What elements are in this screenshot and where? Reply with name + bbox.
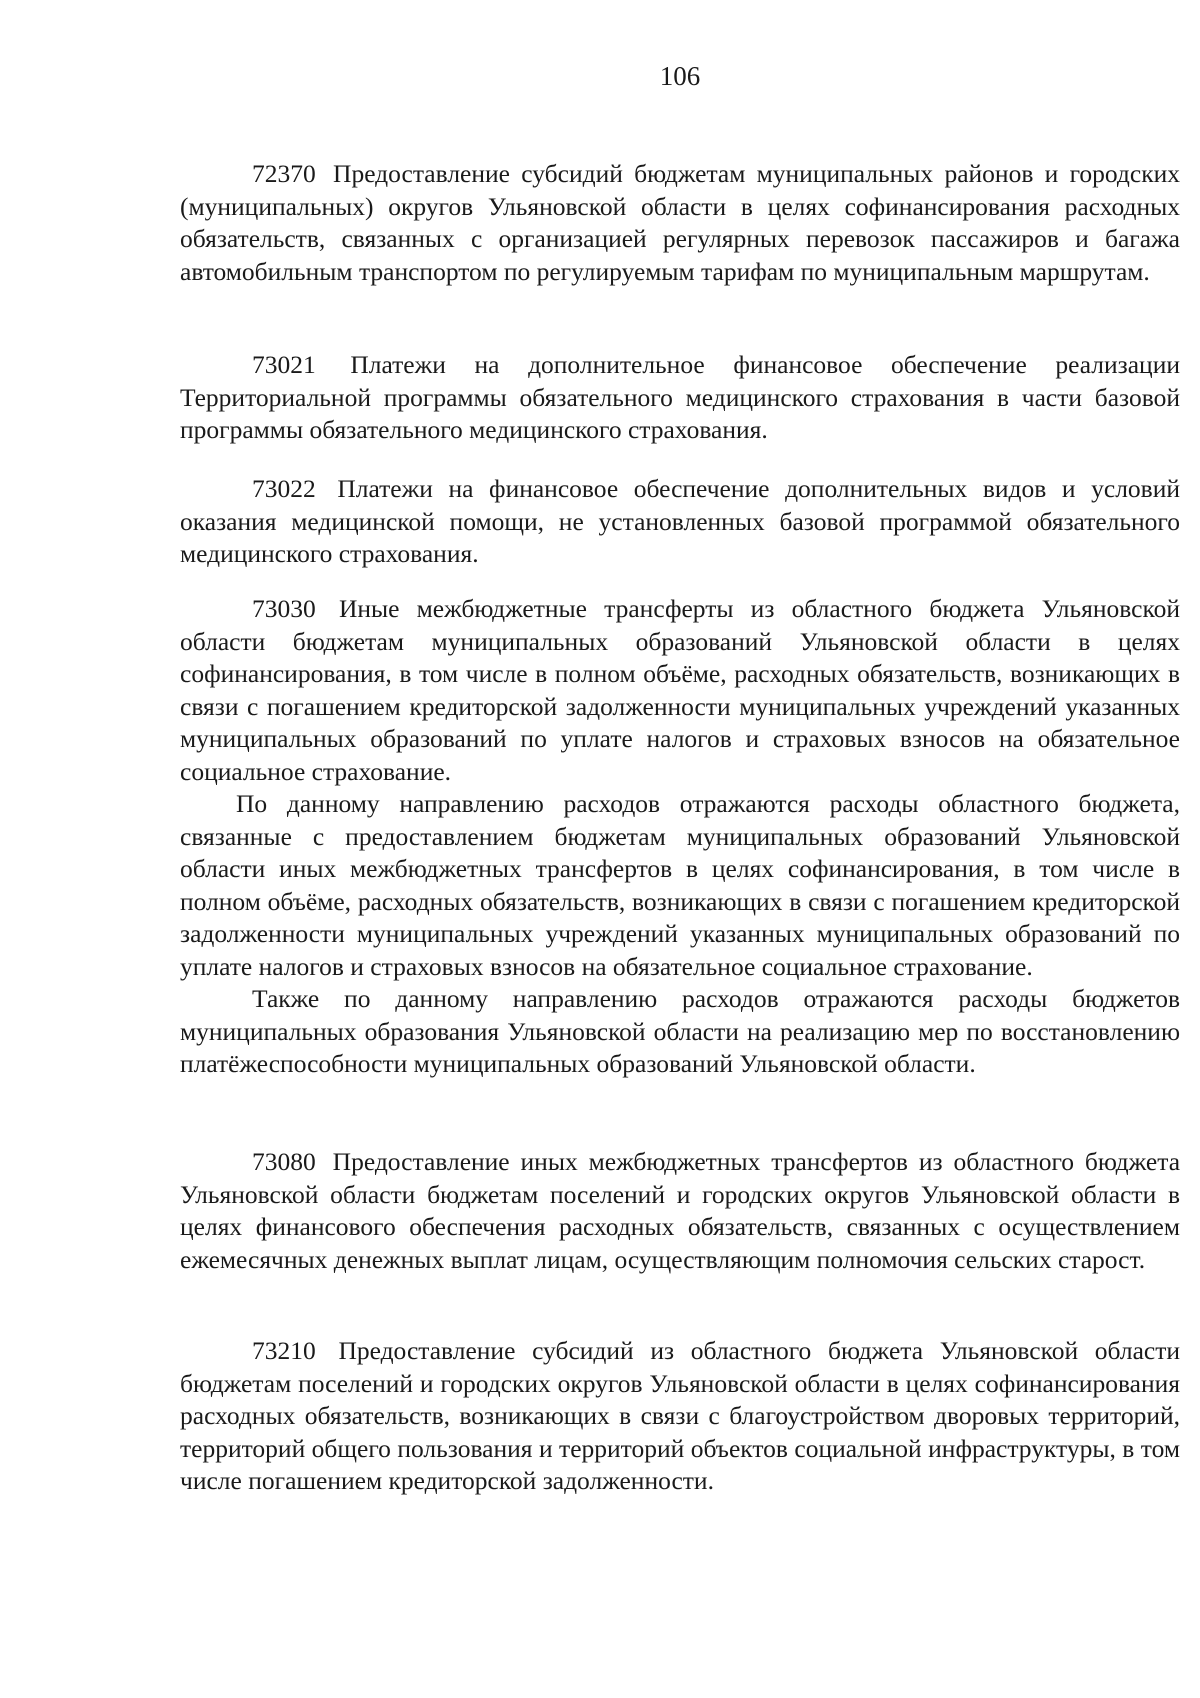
page-number: 106 xyxy=(659,61,701,91)
section-paragraph xyxy=(180,593,1180,788)
section-code: 73210 xyxy=(252,1336,316,1365)
section-73080 xyxy=(180,1146,1180,1276)
section-paragraph xyxy=(180,158,1180,288)
section-text: Предоставление субсидий бюджетам муниципальных районов и городских (муниципальных) округов Ульяновской области в целях софинансирования расходных обязательств, связанных с организацией регулярных перевозок пассажиров и багажа автомобильным транспортом по регулируемым тарифам по муниципальным маршрутам. xyxy=(180,159,1180,286)
section-paragraph xyxy=(180,349,1180,447)
section-paragraph xyxy=(180,1335,1180,1498)
section-code: 72370 xyxy=(252,159,316,188)
section-paragraph xyxy=(180,473,1180,571)
section-code: 73021 xyxy=(252,350,316,379)
section-extra-paragraph: По данному направлению расходов отражаются расходы областного бюджета, связанные с предоставлением бюджетам муниципальных образований Ульяновской области иных межбюджетных трансфертов в целях софинансирования, в том числе в полном объёме, расходных обязательств, возникающих в связи с погашением кредиторской задолженности муниципальных учреждений указанных муниципальных образований по уплате налогов и страховых взносов на обязательное социальное страхование. xyxy=(180,789,1180,981)
section-extra-paragraph: Также по данному направлению расходов отражаются расходы бюджетов муниципальных образования Ульяновской области на реализацию мер по восстановлению платёжеспособности муниципальных образований Ульяновской области. xyxy=(180,984,1180,1078)
document-page xyxy=(180,0,1180,1698)
section-text: Платежи на дополнительное финансовое обеспечение реализации Территориальной программы обязательного медицинского страхования в части базовой программы обязательного медицинского страхования. xyxy=(180,350,1180,444)
section-73021 xyxy=(180,349,1180,447)
section-text: Предоставление иных межбюджетных трансфертов из областного бюджета Ульяновской области бюджетам поселений и городских округов Ульяновской области в целях финансового обеспечения расходных обязательств, связанных с осуществлением ежемесячных денежных выплат лицам, осуществляющим полномочия сельских старост. xyxy=(180,1147,1181,1274)
section-72370 xyxy=(180,158,1180,288)
section-text: Иные межбюджетные трансферты из областного бюджета Ульяновской области бюджетам муниципальных образований Ульяновской области в целях софинансирования, в том числе в полном объёме, расходных обязательств, возникающих в связи с погашением кредиторской задолженности муниципальных учреждений указанных муниципальных образований по уплате налогов и страховых взносов на обязательное социальное страхование. xyxy=(180,594,1180,786)
section-73210 xyxy=(180,1335,1180,1498)
section-code: 73030 xyxy=(252,594,316,623)
section-paragraph xyxy=(180,1146,1180,1276)
section-73022 xyxy=(180,473,1180,571)
section-text: Платежи на финансовое обеспечение дополнительных видов и условий оказания медицинской помощи, не установленных базовой программой обязательного медицинского страхования. xyxy=(180,474,1181,568)
section-73030 xyxy=(180,593,1180,1081)
section-code: 73022 xyxy=(252,474,316,503)
section-text: Предоставление субсидий из областного бюджета Ульяновской области бюджетам поселений и городских округов Ульяновской области в целях софинансирования расходных обязательств, возникающих в связи с благоустройством дворовых территорий, территорий общего пользования и территорий объектов социальной инфраструктуры, в том числе погашением кредиторской задолженности. xyxy=(180,1336,1180,1495)
section-code: 73080 xyxy=(252,1147,316,1176)
